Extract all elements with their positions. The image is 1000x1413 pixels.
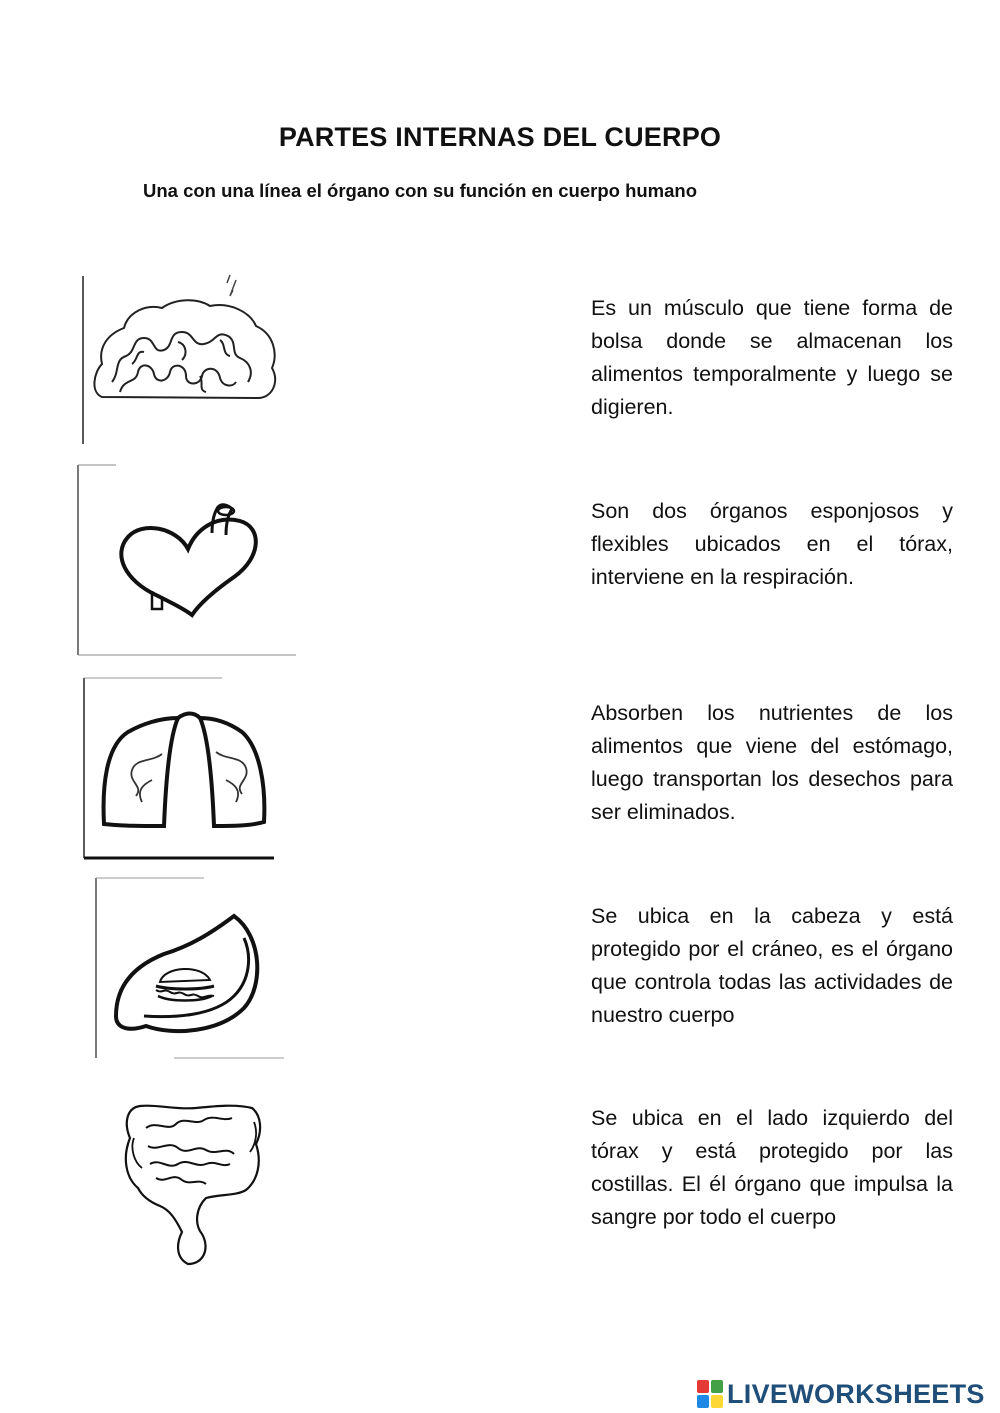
liveworksheets-logo-icon (697, 1380, 723, 1408)
instruction-text: Una con una línea el órgano con su función en cuerpo humano (143, 180, 698, 201)
description-2: Son dos órganos esponjosos y flexibles ubicados en el tórax, interviene en la respiración. (591, 499, 953, 589)
brand-name: LIVEWORKSHEETS (727, 1378, 985, 1409)
brain-icon (80, 272, 290, 447)
lungs-icon (82, 676, 282, 861)
description-5: Se ubica en el lado izquierdo del tórax y está protegido por las costillas. El él órgano que impulsa la sangre por todo el cuerpo (591, 1106, 953, 1229)
stomach-icon (94, 876, 294, 1062)
liveworksheets-brand (697, 1378, 985, 1410)
organ-lungs[interactable] (82, 676, 282, 861)
organ-brain[interactable] (80, 272, 290, 447)
organ-intestines[interactable] (116, 1098, 276, 1278)
page-title: PARTES INTERNAS DEL CUERPO (278, 122, 722, 152)
heart-icon (76, 463, 298, 658)
description-1: Es un músculo que tiene forma de bolsa donde se almacenan los alimentos temporalmente y luego se digieren. (591, 296, 953, 419)
description-3: Absorben los nutrientes de los alimentos que viene del estómago, luego transportan los desechos para ser eliminados. (591, 701, 953, 824)
organ-heart[interactable] (76, 463, 298, 658)
intestines-icon (116, 1098, 276, 1278)
description-4: Se ubica en la cabeza y está protegido por el cráneo, es el órgano que controla todas las actividades de nuestro cuerpo (591, 904, 953, 1027)
organ-stomach[interactable] (94, 876, 294, 1062)
